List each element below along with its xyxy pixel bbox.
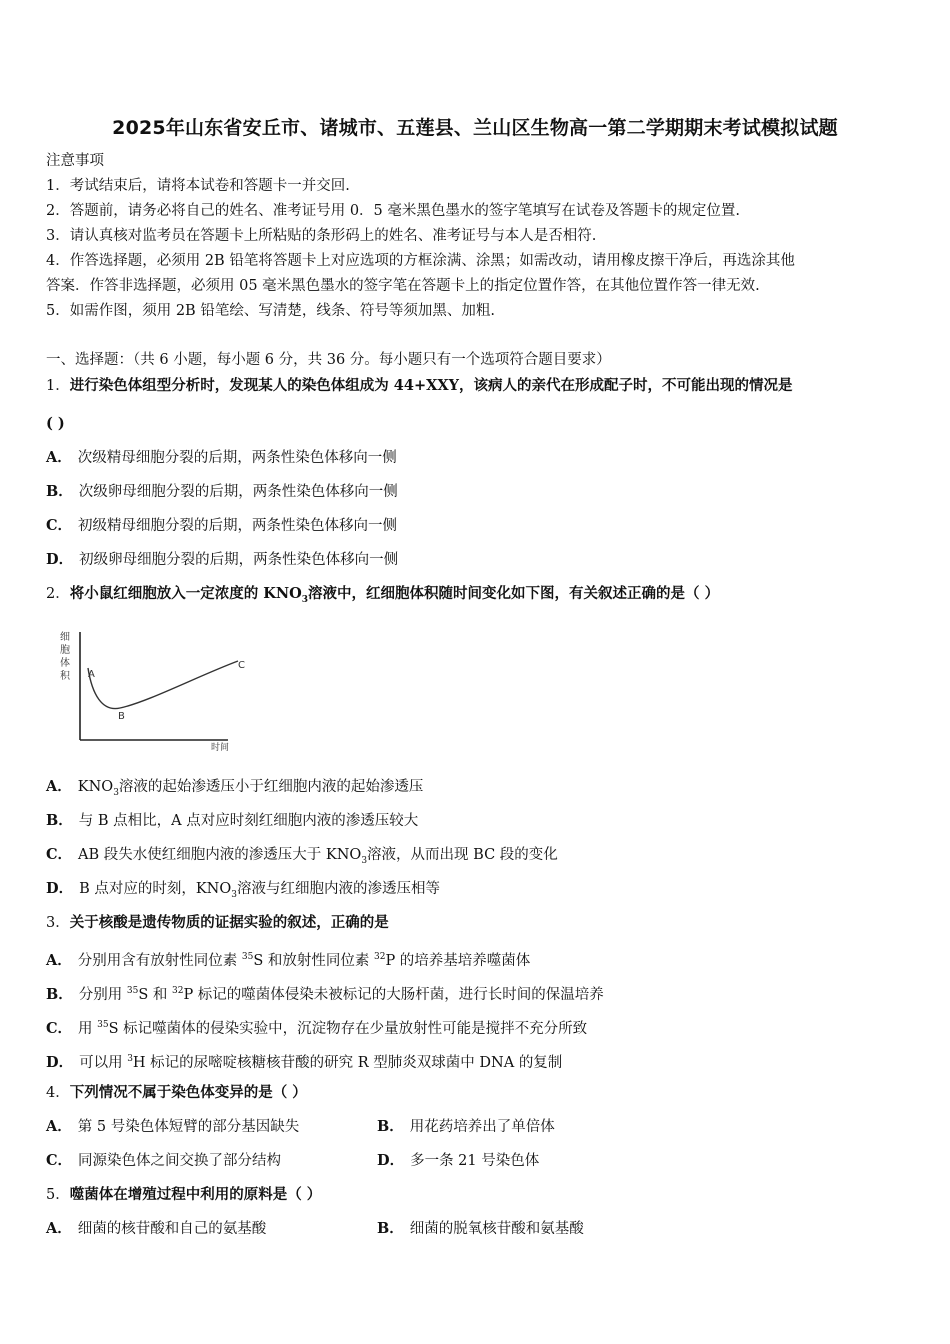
option-label: A． bbox=[46, 1220, 72, 1237]
question-2 bbox=[46, 584, 719, 610]
option-label: A． bbox=[46, 951, 72, 969]
q3-option-d bbox=[46, 1049, 562, 1073]
option-text: H 标记的尿嘧啶核糖核苷酸的研究 R 型肺炎双球菌中 DNA 的复制 bbox=[132, 1054, 563, 1071]
y-label-char: 胞 bbox=[60, 645, 70, 656]
option-text: 溶液与红细胞内液的渗透压相等 bbox=[236, 881, 440, 897]
subscript: 3 bbox=[301, 594, 309, 605]
option-label: B． bbox=[377, 1118, 404, 1135]
x-axis-label: 时间 bbox=[211, 743, 230, 753]
option-label: D． bbox=[46, 551, 74, 568]
option-text: 用 bbox=[78, 1020, 98, 1037]
question-number: 3． bbox=[46, 915, 70, 931]
point-c-label: C bbox=[238, 660, 245, 671]
option-label: C． bbox=[46, 1019, 73, 1037]
notice-item-4: 4．作答选择题，必须用 2B 铅笔将答题卡上对应选项的方框涂满、涂黑；如需改动，请用橡皮擦干净后，再选涂其他 bbox=[46, 253, 795, 269]
option-text: AB 段失水使红细胞内液的渗透压大于 KNO bbox=[78, 847, 362, 863]
page-title: 2025年山东省安丘市、诸城市、五莲县、兰山区生物高一第二学期期末考试模拟试题 bbox=[112, 117, 838, 139]
question-3 bbox=[46, 913, 389, 933]
volume-curve bbox=[88, 661, 238, 709]
cell-volume-graph bbox=[58, 628, 248, 754]
question-text: 关于核酸是遗传物质的证据实验的叙述，正确的是 bbox=[69, 914, 389, 931]
option-text: 溶液的起始渗透压小于红细胞内液的起始渗透压 bbox=[118, 779, 424, 795]
q1-option-b bbox=[46, 482, 398, 502]
option-text: 分别用含有放射性同位素 bbox=[77, 952, 242, 969]
q4-option-c bbox=[46, 1151, 281, 1171]
option-label: B． bbox=[46, 985, 73, 1003]
question-text-b: 溶液中，红细胞体积随时间变化如下图，有关叙述正确的是（ ） bbox=[308, 585, 720, 602]
option-label: C． bbox=[46, 846, 73, 863]
q5-option-b bbox=[377, 1219, 584, 1239]
point-a-label: A bbox=[88, 669, 95, 680]
option-text: P 的培养基培养噬菌体 bbox=[385, 952, 531, 969]
answer-paren: ( ) bbox=[46, 415, 65, 432]
subscript: 3 bbox=[113, 787, 119, 798]
question-number: 2． bbox=[46, 586, 70, 602]
option-text: 第 5 号染色体短臂的部分基因缺失 bbox=[77, 1119, 300, 1135]
question-number: 5． bbox=[46, 1187, 70, 1203]
q1-option-a bbox=[46, 448, 397, 468]
option-label: D． bbox=[46, 880, 74, 897]
notice-heading: 注意事项 bbox=[46, 153, 104, 169]
superscript: 35 bbox=[241, 952, 254, 962]
point-b-label: B bbox=[118, 711, 125, 722]
option-text: 细菌的脱氧核苷酸和氨基酸 bbox=[409, 1221, 584, 1237]
q4-option-d bbox=[377, 1151, 539, 1171]
option-text: 与 B 点相比，A 点对应时刻红细胞内液的渗透压较大 bbox=[78, 813, 419, 829]
question-text-a: 将小鼠红细胞放入一定浓度的 KNO bbox=[69, 585, 302, 602]
notice-item-2: 2．答题前，请务必将自己的姓名、准考证号用 0．5 毫米黑色墨水的签字笔填写在试卷及答题卡的规定位置. bbox=[46, 203, 740, 219]
q5-option-a bbox=[46, 1219, 266, 1239]
q1-option-d bbox=[46, 550, 398, 570]
option-text: 细菌的核苷酸和自己的氨基酸 bbox=[77, 1221, 267, 1237]
question-text: 噬菌体在增殖过程中利用的原料是（ ） bbox=[69, 1186, 322, 1203]
question-4 bbox=[46, 1083, 307, 1103]
option-label: A． bbox=[46, 1118, 72, 1135]
notice-item-1: 1．考试结束后，请将本试卷和答题卡一并交回. bbox=[46, 178, 350, 194]
notice-item-5: 5．如需作图，须用 2B 铅笔绘、写清楚，线条、符号等须加黑、加粗. bbox=[46, 303, 495, 319]
option-text: 用花药培养出了单倍体 bbox=[409, 1119, 555, 1135]
option-text: 初级精母细胞分裂的后期，两条性染色体移向一侧 bbox=[78, 518, 398, 534]
option-text: P 标记的噬菌体侵染未被标记的大肠杆菌，进行长时间的保温培养 bbox=[183, 986, 604, 1003]
notice-item-4-cont: 答案．作答非选择题，必须用 05 毫米黑色墨水的签字笔在答题卡上的指定位置作答，在其他位置作答一律无效. bbox=[46, 278, 760, 294]
q2-option-c bbox=[46, 845, 558, 871]
question-number: 4． bbox=[46, 1085, 70, 1101]
option-text: B 点对应的时刻，KNO bbox=[79, 881, 232, 897]
option-text: 可以用 bbox=[79, 1054, 128, 1071]
superscript: 3 bbox=[127, 1054, 133, 1064]
option-label: D． bbox=[377, 1152, 405, 1169]
question-number: 1． bbox=[46, 378, 70, 394]
y-label-char: 体 bbox=[60, 658, 70, 669]
option-text: 溶液，从而出现 BC 段的变化 bbox=[367, 847, 558, 863]
option-text: KNO bbox=[77, 779, 114, 795]
q2-option-d bbox=[46, 879, 440, 905]
option-text: 次级精母细胞分裂的后期，两条性染色体移向一侧 bbox=[77, 450, 397, 466]
superscript: 35 bbox=[126, 986, 139, 996]
option-text: 多一条 21 号染色体 bbox=[410, 1153, 540, 1169]
question-5 bbox=[46, 1185, 321, 1205]
q1-option-c bbox=[46, 516, 397, 536]
option-text: 同源染色体之间交换了部分结构 bbox=[78, 1153, 282, 1169]
section-heading: 一、选择题：（共 6 小题，每小题 6 分，共 36 分。每小题只有一个选项符合题目要求） bbox=[46, 352, 611, 368]
option-label: B． bbox=[377, 1220, 404, 1237]
q4-option-b bbox=[377, 1117, 555, 1137]
option-label: C． bbox=[46, 1152, 73, 1169]
subscript: 3 bbox=[361, 855, 368, 866]
question-text: 进行染色体组型分析时，发现某人的染色体组成为 44+XXY，该病人的亲代在形成配子时，不可能出现的情况是 bbox=[69, 377, 793, 394]
q3-option-c bbox=[46, 1015, 587, 1039]
subscript: 3 bbox=[231, 889, 237, 900]
q2-option-b bbox=[46, 811, 418, 831]
option-text: S 和放射性同位素 bbox=[253, 952, 374, 969]
option-text: S 和 bbox=[138, 986, 172, 1003]
option-text: 次级卵母细胞分裂的后期，两条性染色体移向一侧 bbox=[78, 484, 398, 500]
question-text: 下列情况不属于染色体变异的是（ ） bbox=[69, 1084, 307, 1101]
q2-option-a bbox=[46, 777, 423, 803]
y-label-char: 积 bbox=[60, 671, 70, 682]
option-text: 初级卵母细胞分裂的后期，两条性染色体移向一侧 bbox=[79, 552, 399, 568]
option-label: C． bbox=[46, 517, 73, 534]
notice-item-3: 3．请认真核对监考员在答题卡上所粘贴的条形码上的姓名、准考证号与本人是否相符. bbox=[46, 228, 597, 244]
q3-option-b bbox=[46, 981, 604, 1005]
superscript: 32 bbox=[373, 952, 386, 962]
option-label: D． bbox=[46, 1053, 74, 1071]
option-label: B． bbox=[46, 812, 73, 829]
superscript: 32 bbox=[171, 986, 184, 996]
question-1 bbox=[46, 376, 792, 396]
option-label: A． bbox=[46, 449, 72, 466]
option-text: 分别用 bbox=[78, 986, 127, 1003]
superscript: 35 bbox=[97, 1020, 109, 1030]
option-label: A． bbox=[46, 778, 72, 795]
q4-option-a bbox=[46, 1117, 299, 1137]
q3-option-a bbox=[46, 947, 530, 971]
option-label: B． bbox=[46, 483, 73, 500]
y-label-char: 细 bbox=[60, 632, 70, 643]
option-text: S 标记噬菌体的侵染实验中，沉淀物存在少量放射性可能是搅拌不充分所致 bbox=[108, 1020, 588, 1037]
